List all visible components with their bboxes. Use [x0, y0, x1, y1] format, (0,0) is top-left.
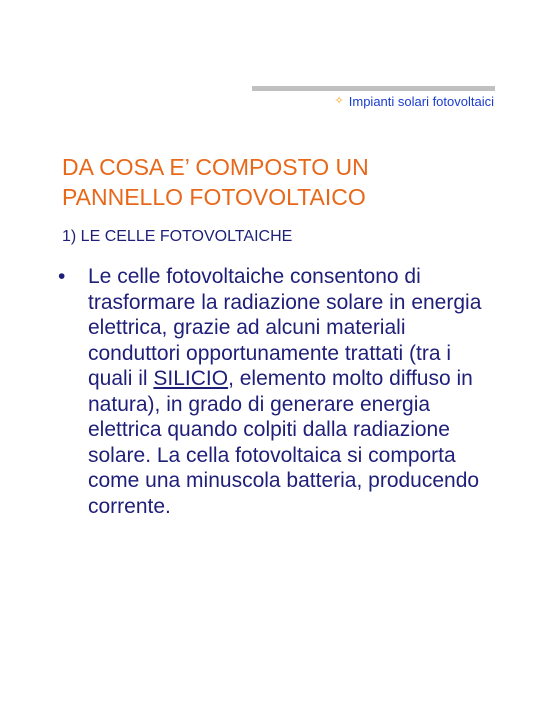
diamond-icon: ✧	[334, 95, 344, 107]
header-rule	[252, 86, 495, 91]
bullet-text-after: , elemento molto diffuso in natura), in grado di generare energia elettrica quando colpiti dalla radiazione solare. La cella fotovoltaica si comporta come una minuscola batteria, producendo corrente.	[88, 367, 480, 518]
header-label: Impianti solari fotovoltaici	[348, 94, 494, 109]
bullet-item	[58, 264, 498, 519]
highlighted-term: SILICIO	[153, 367, 229, 390]
bullet-text-before: Le celle fotovoltaiche consentono di trasformare la radiazione solare in energia elettrica, grazie ad alcuni materiali conduttori opportunamente trattati (tra i quali il	[88, 265, 482, 390]
title-line-1: DA COSA E’ COMPOSTO UN	[62, 154, 369, 180]
page-title	[62, 152, 502, 212]
bullet-text	[88, 264, 488, 519]
bullet-marker: •	[58, 265, 66, 288]
title-line-2: PANNELLO FOTOVOLTAICO	[62, 184, 366, 210]
section-subtitle: 1) LE CELLE FOTOVOLTAICHE	[62, 228, 293, 245]
slide-header	[335, 94, 494, 109]
